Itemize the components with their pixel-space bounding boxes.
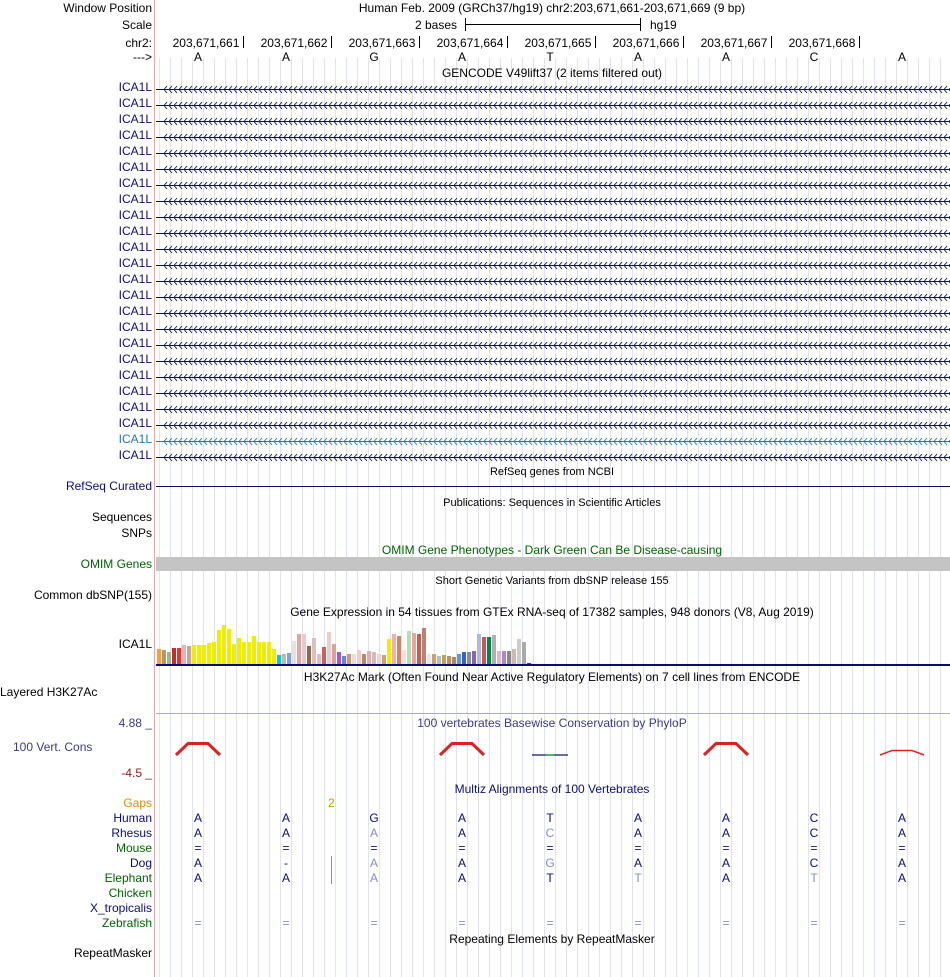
gtex-tissue-bar[interactable] [292,641,296,664]
alignment-base: T [546,811,554,825]
gtex-tissue-bar[interactable] [482,637,486,664]
gtex-tissue-bar[interactable] [182,645,186,664]
species-label[interactable]: Elephant [104,871,152,885]
alignment-base: = [546,916,554,930]
gtex-tissue-bar[interactable] [202,645,206,664]
gtex-tissue-bar[interactable] [187,646,191,664]
alignment-base: T [546,871,554,885]
repeatmasker-track-title: Repeating Elements by RepeatMasker [449,932,655,946]
window-position-label: Window Position [63,1,152,15]
coordinate-tick [419,36,420,48]
species-label[interactable]: Mouse [115,841,152,855]
gencode-transcript[interactable] [156,99,950,108]
omim-track-title: OMIM Gene Phenotypes - Dark Green Can Be Disease-causing [381,543,723,557]
gencode-transcript[interactable] [156,323,950,332]
alignment-base: C [809,856,819,870]
chrom-label: chr2: [125,36,152,50]
sequence-base: A [721,50,731,64]
coordinate-tick [331,36,332,48]
coordinate-label: 203,671,663 [348,36,416,50]
label-divider [154,0,155,977]
sequence-base: A [457,50,467,64]
gencode-transcript[interactable] [156,387,950,396]
gencode-transcript[interactable] [156,243,950,252]
gencode-track-title: GENCODE V49lift37 (2 items filtered out) [441,66,663,80]
alignment-base: G [369,811,379,825]
sequences-label[interactable]: Sequences [91,510,152,524]
alignment-base: = [634,916,642,930]
gtex-tissue-bar[interactable] [312,638,316,664]
gtex-tissue-bar[interactable] [177,648,181,664]
gtex-tissue-bar[interactable] [342,656,346,664]
species-label[interactable]: Dog [129,856,152,870]
coordinate-tick [771,36,772,48]
gencode-gene-label[interactable]: ICA1L [118,368,152,382]
gtex-tissue-bar[interactable] [447,656,451,664]
alignment-base: = [546,841,554,855]
alignment-base: A [633,826,643,840]
gtex-tissue-bar[interactable] [462,652,466,664]
conservation-label[interactable]: 100 Vert. Cons [13,740,93,754]
gtex-tissue-bar[interactable] [232,644,236,664]
sequence-base: A [193,50,203,64]
gencode-gene-label[interactable]: ICA1L [118,416,152,430]
gencode-transcript[interactable] [156,195,950,204]
alignment-base: A [721,826,731,840]
alignment-base: A [457,856,467,870]
gencode-gene-label[interactable]: ICA1L [118,80,152,94]
gtex-tissue-bar[interactable] [412,633,416,664]
gaps-label[interactable]: Gaps [123,796,152,810]
gtex-tissue-bar[interactable] [322,647,326,664]
omim-label[interactable]: OMIM Genes [80,557,152,571]
gtex-tissue-bar[interactable] [367,651,371,664]
alignment-base: A [281,871,291,885]
gtex-tissue-bar[interactable] [362,654,366,664]
species-label[interactable]: Chicken [108,886,152,900]
gtex-tissue-bar[interactable] [212,642,216,664]
scale-bar [465,24,640,25]
h3k27ac-label[interactable]: Layered H3K27Ac [0,685,98,699]
refseq-track-title: RefSeq genes from NCBI [489,466,615,478]
gencode-transcript[interactable] [156,179,950,188]
coordinate-label: 203,671,662 [260,36,328,50]
gtex-tissue-bar[interactable] [477,634,481,664]
repeatmasker-label[interactable]: RepeatMasker [73,946,152,960]
gencode-gene-label[interactable]: ICA1L [118,304,152,318]
gencode-gene-label[interactable]: ICA1L [118,272,152,286]
gencode-gene-label[interactable]: ICA1L [118,320,152,334]
gencode-transcript[interactable] [156,227,950,236]
gencode-gene-label[interactable]: ICA1L [118,240,152,254]
refseq-gene-line[interactable] [156,486,950,487]
gencode-gene-label[interactable]: ICA1L [118,256,152,270]
gtex-tissue-bar[interactable] [402,650,406,664]
scale-label: Scale [121,18,152,32]
alignment-base: A [193,856,203,870]
gencode-transcript[interactable] [156,211,950,220]
alignment-base: = [722,841,730,855]
gencode-gene-label[interactable]: ICA1L [118,96,152,110]
gencode-transcript[interactable] [156,275,950,284]
gtex-tissue-bar[interactable] [162,650,166,664]
gencode-gene-label[interactable]: ICA1L [118,112,152,126]
gtex-tissue-bar[interactable] [302,634,306,664]
alignment-base: A [281,826,291,840]
coordinate-label: 203,671,667 [700,36,768,50]
alignment-base: - [284,856,288,870]
alignment-base: = [458,841,466,855]
gtex-tissue-bar[interactable] [297,634,301,664]
gencode-transcript[interactable] [156,371,950,380]
alignment-base: = [722,916,730,930]
dbsnp-label[interactable]: Common dbSNP(155) [33,588,152,602]
coordinate-label: 203,671,668 [788,36,856,50]
alignment-base: = [898,916,906,930]
publications-track-title: Publications: Sequences in Scientific Articles [443,497,661,509]
refseq-label[interactable]: RefSeq Curated [65,479,152,493]
gtex-tissue-bar[interactable] [472,651,476,664]
gencode-transcript[interactable] [156,291,950,300]
gtex-tissue-bar[interactable] [497,651,501,664]
alignment-base: A [281,811,291,825]
gtex-tissue-bar[interactable] [282,654,286,664]
gtex-track-title: Gene Expression in 54 tissues from GTEx RNA-seq of 17382 samples, 948 donors (V8, Aug 2019) [290,605,814,619]
gencode-transcript[interactable] [156,115,950,124]
gencode-transcript[interactable] [156,163,950,172]
alignment-base: A [369,856,379,870]
gtex-tissue-bar[interactable] [352,654,356,664]
alignment-base: = [898,841,906,855]
gencode-transcript[interactable] [156,451,950,460]
gtex-tissue-bar[interactable] [227,629,231,664]
alignment-base: = [810,916,818,930]
gtex-tissue-bar[interactable] [392,634,396,664]
gtex-tissue-bar[interactable] [167,652,171,664]
alignment-base: T [810,871,818,885]
alignment-base: C [545,826,555,840]
coordinate-tick [683,36,684,48]
gencode-gene-label[interactable]: ICA1L [118,192,152,206]
gencode-transcript[interactable] [156,355,950,364]
assembly-name: hg19 [650,18,677,32]
conservation-plot[interactable] [156,740,950,760]
sequence-base: A [897,50,907,64]
sequence-base: A [281,50,291,64]
conservation-track-title: 100 vertebrates Basewise Conservation by PhyloP [417,716,687,730]
gtex-tissue-bar[interactable] [252,636,256,664]
gtex-tissue-bar[interactable] [377,654,381,664]
gtex-tissue-bar[interactable] [287,653,291,664]
gtex-tissue-bar[interactable] [512,649,516,664]
gencode-gene-label[interactable]: ICA1L [118,400,152,414]
alignment-base: A [721,856,731,870]
gtex-tissue-bar[interactable] [517,639,521,664]
alignment-base: = [458,916,466,930]
gtex-tissue-bar[interactable] [457,654,461,664]
gtex-tissue-bar[interactable] [242,642,246,664]
alignment-base: = [282,916,290,930]
omim-gene-bar[interactable] [156,557,950,571]
alignment-base: C [809,826,819,840]
coordinate-label: 203,671,664 [436,36,504,50]
sequence-base: A [633,50,643,64]
gtex-gene-baseline [156,664,950,666]
alignment-base: A [369,871,379,885]
gtex-tissue-bar[interactable] [277,655,281,664]
gap-marker [331,856,332,884]
gtex-tissue-bar[interactable] [247,642,251,664]
alignment-base: A [633,811,643,825]
alignment-base: A [457,871,467,885]
scale-bar-left-tick [465,18,466,31]
gtex-tissue-bar[interactable] [502,651,506,664]
alignment-base: = [194,841,202,855]
gtex-tissue-bar[interactable] [372,652,376,664]
gencode-transcript[interactable] [156,419,950,428]
gtex-tissue-bar[interactable] [262,642,266,664]
alignment-base: A [721,811,731,825]
gencode-gene-label[interactable]: ICA1L [118,432,152,446]
gtex-tissue-bar[interactable] [222,625,226,664]
alignment-base: A [193,826,203,840]
sequence-base: G [369,50,379,64]
gtex-tissue-bar[interactable] [172,648,176,664]
multiz-track-title: Multiz Alignments of 100 Vertebrates [454,782,650,796]
dbsnp-track-title: Short Genetic Variants from dbSNP release 155 [435,575,669,587]
coordinate-tick [507,36,508,48]
conservation-peak [176,744,220,756]
alignment-base: A [369,826,379,840]
gtex-tissue-bar[interactable] [522,642,526,664]
gtex-gene-label[interactable]: ICA1L [118,637,152,651]
alignment-base: = [370,841,378,855]
gtex-tissue-bar[interactable] [492,635,496,664]
gtex-tissue-bar[interactable] [327,632,331,664]
gtex-tissue-bar[interactable] [397,636,401,664]
gencode-gene-label[interactable]: ICA1L [118,224,152,238]
coordinate-label: 203,671,666 [612,36,680,50]
strand-label: ---> [133,50,152,64]
gtex-tissue-bar[interactable] [217,630,221,664]
snps-label[interactable]: SNPs [121,526,152,540]
scale-bar-right-tick [640,18,641,31]
gtex-tissue-bar[interactable] [157,649,161,664]
gencode-gene-label[interactable]: ICA1L [118,336,152,350]
gap-count: 2 [328,796,335,810]
scale-value: 2 bases [415,18,458,32]
alignment-base: G [545,856,555,870]
window-position-value: Human Feb. 2009 (GRCh37/hg19) chr2:203,671,661-203,671,669 (9 bp) [358,1,746,15]
species-label[interactable]: Human [113,811,152,825]
coordinate-tick [859,36,860,48]
gencode-transcript[interactable] [156,259,950,268]
alignment-base: A [897,856,907,870]
gtex-tissue-bar[interactable] [197,645,201,664]
gtex-tissue-bar[interactable] [337,652,341,664]
gtex-tissue-bar[interactable] [307,646,311,664]
sequence-base: T [546,50,554,64]
gencode-transcript[interactable] [156,131,950,140]
gtex-tissue-bar[interactable] [257,642,261,664]
conservation-peak [440,744,484,756]
species-label[interactable]: Rhesus [111,826,152,840]
gtex-tissue-bar[interactable] [427,654,431,664]
gencode-transcript[interactable] [156,83,950,92]
gtex-tissue-bar[interactable] [357,650,361,664]
gencode-gene-label[interactable]: ICA1L [118,288,152,302]
alignment-base: = [810,841,818,855]
coordinate-tick [243,36,244,48]
gtex-tissue-bar[interactable] [442,655,446,664]
gencode-gene-label[interactable]: ICA1L [118,208,152,222]
gtex-tissue-bar[interactable] [487,637,491,664]
gtex-tissue-bar[interactable] [432,654,436,664]
alignment-base: A [897,811,907,825]
conservation-peak [880,751,924,756]
gtex-tissue-bar[interactable] [317,654,321,664]
alignment-base: A [721,871,731,885]
alignment-base: A [457,811,467,825]
alignment-base: = [370,916,378,930]
alignment-base: A [193,811,203,825]
conservation-max-label: 4.88 _ [118,716,152,730]
gtex-tissue-bar[interactable] [382,655,386,664]
gtex-tissue-bar[interactable] [507,651,511,664]
gtex-tissue-bar[interactable] [452,657,456,664]
alignment-base: = [194,916,202,930]
gencode-transcript[interactable] [156,147,950,156]
gencode-transcript[interactable] [156,339,950,348]
gtex-tissue-bar[interactable] [437,656,441,664]
gtex-tissue-bar[interactable] [467,652,471,664]
alignment-base: A [633,856,643,870]
conservation-peak [704,744,748,756]
gtex-tissue-bar[interactable] [332,644,336,664]
gencode-gene-label[interactable]: ICA1L [118,176,152,190]
conservation-min-label: -4.5 _ [121,766,152,780]
alignment-base: C [809,811,819,825]
h3k27ac-baseline [156,713,950,714]
alignment-base: = [282,841,290,855]
h3k27ac-track-title: H3K27Ac Mark (Often Found Near Active Regulatory Elements) on 7 cell lines from ENCODE [303,670,801,684]
gencode-transcript[interactable] [156,307,950,316]
gencode-gene-label[interactable]: ICA1L [118,448,152,462]
alignment-base: A [457,826,467,840]
alignment-base: A [193,871,203,885]
coordinate-label: 203,671,665 [524,36,592,50]
gencode-gene-label[interactable]: ICA1L [118,144,152,158]
gtex-tissue-bar[interactable] [272,649,276,664]
gencode-gene-label[interactable]: ICA1L [118,384,152,398]
gencode-gene-label[interactable]: ICA1L [118,160,152,174]
gtex-tissue-bar[interactable] [387,639,391,664]
gtex-tissue-bar[interactable] [192,645,196,664]
gtex-tissue-bar[interactable] [347,654,351,664]
coordinate-label: 203,671,661 [172,36,240,50]
gencode-transcript[interactable] [156,435,950,444]
gtex-tissue-bar[interactable] [267,642,271,664]
gtex-tissue-bar[interactable] [422,628,426,664]
alignment-base: T [634,871,642,885]
gencode-transcript[interactable] [156,403,950,412]
species-label[interactable]: X_tropicalis [89,901,152,915]
coordinate-tick [595,36,596,48]
gtex-tissue-bar[interactable] [417,634,421,664]
alignment-base: A [897,826,907,840]
gencode-gene-label[interactable]: ICA1L [118,352,152,366]
gencode-gene-label[interactable]: ICA1L [118,128,152,142]
gtex-tissue-bar[interactable] [207,643,211,664]
gtex-tissue-bar[interactable] [237,638,241,664]
gtex-tissue-bar[interactable] [407,631,411,664]
alignment-base: = [634,841,642,855]
alignment-base: A [897,871,907,885]
sequence-base: C [809,50,819,64]
species-label[interactable]: Zebrafish [101,916,152,930]
